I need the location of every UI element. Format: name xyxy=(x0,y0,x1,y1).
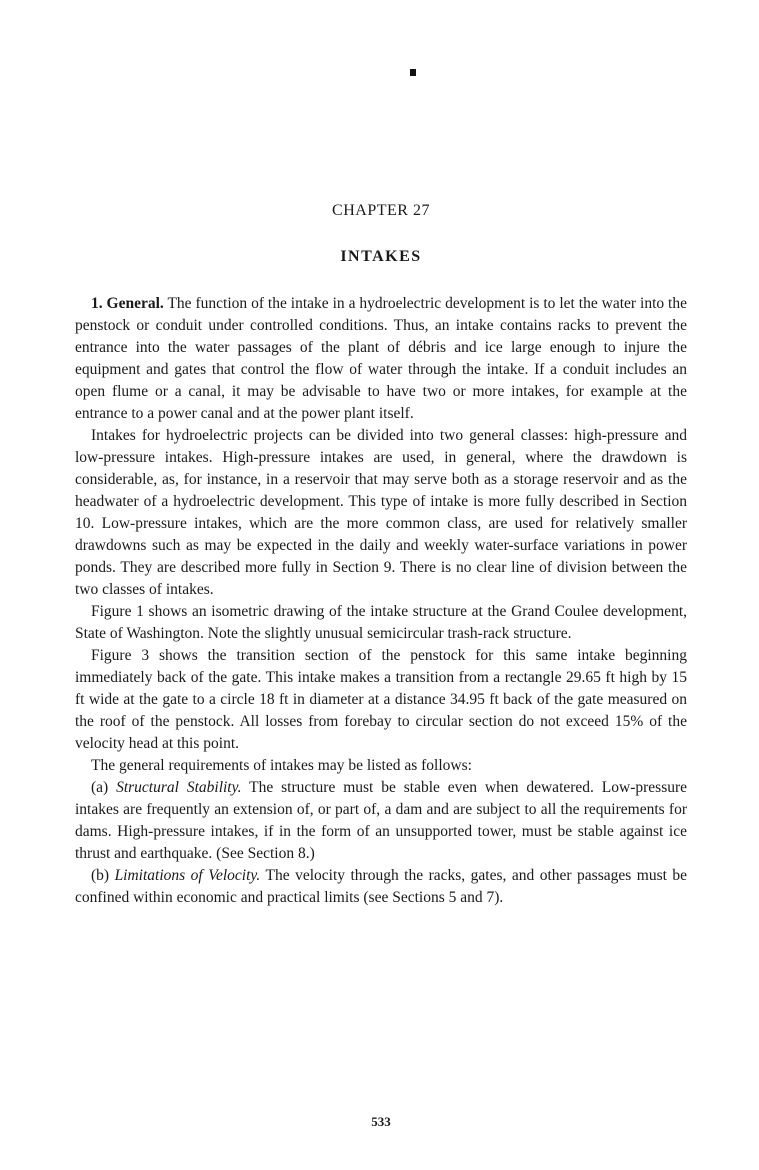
paragraph-figure-1 xyxy=(75,601,687,645)
paragraph-velocity xyxy=(75,865,687,909)
paragraph-figure-3 xyxy=(75,645,687,755)
section-heading: 1. General. xyxy=(91,295,164,312)
paragraph-stability xyxy=(75,777,687,865)
item-emphasis: Structural Stability. xyxy=(116,779,242,796)
chapter-label: CHAPTER 27 xyxy=(332,202,430,219)
paragraph-text: The general requirements of intakes may be listed as follows: xyxy=(91,757,472,774)
page-mark xyxy=(410,69,416,76)
paragraph-text: The function of the intake in a hydroelectric development is to let the water into the penstock or conduit under controlled conditions. Thus, an intake contains racks to prevent the entrance into the water passages of the plant of débris and ice large enough to injure the equipment and gates that control the flow of water through the intake. If a conduit includes an open flume or a canal, it may be advisable to have two or more intakes, for example at the entrance to a power canal and at the power plant itself. xyxy=(75,295,687,422)
item-emphasis: Limitations of Velocity. xyxy=(114,867,261,884)
paragraph-text: Figure 3 shows the transition section of the penstock for this same intake beginning immediately back of the gate. This intake makes a transition from a rectangle 29.65 ft high by 15 ft wide at the gate to a circle 18 ft in diameter at a distance 34.95 ft back of the gate measured on the roof of the penstock. All losses from forebay to circular section do not exceed 15% of the velocity head at this point. xyxy=(75,647,687,752)
paragraph-requirements xyxy=(75,755,687,777)
paragraph-text: The structure must be stable even when dewatered. Low-pressure intakes are frequently an extension of, or part of, a dam and are subject to all the requirements for dams. High-pressure intakes, if in the form of an unsupported tower, must be stable against ice thrust and earthquake. (See Section 8.) xyxy=(75,779,688,862)
paragraph-text: Figure 1 shows an isometric drawing of the intake structure at the Grand Coulee development, State of Washington. Note the slightly unusual semicircular trash-rack structure. xyxy=(75,603,687,642)
item-label: (a) xyxy=(91,779,109,796)
paragraph-text: The velocity through the racks, gates, and other passages must be confined within economic and practical limits (see Sections 5 and 7). xyxy=(75,867,688,906)
chapter-title: INTAKES xyxy=(340,248,422,265)
page-number: 533 xyxy=(371,1114,391,1129)
paragraph-general xyxy=(75,293,687,425)
item-label: (b) xyxy=(91,867,110,884)
body-text xyxy=(75,293,687,909)
paragraph-classes xyxy=(75,425,687,601)
paragraph-text: Intakes for hydroelectric projects can be divided into two general classes: high-pressure and low-pressure intakes. High-pressure intakes are used, in general, where the drawdown is considerable, as, for instance, in a reservoir that may serve both as a storage reservoir and as the headwater of a hydroelectric development. This type of intake is more fully described in Section 10. Low-pressure intakes, which are the more common class, are used for relatively smaller drawdowns such as may be expected in the daily and weekly water-surface variations in power ponds. They are described more fully in Section 9. There is no clear line of division between the two classes of intakes. xyxy=(75,427,687,598)
